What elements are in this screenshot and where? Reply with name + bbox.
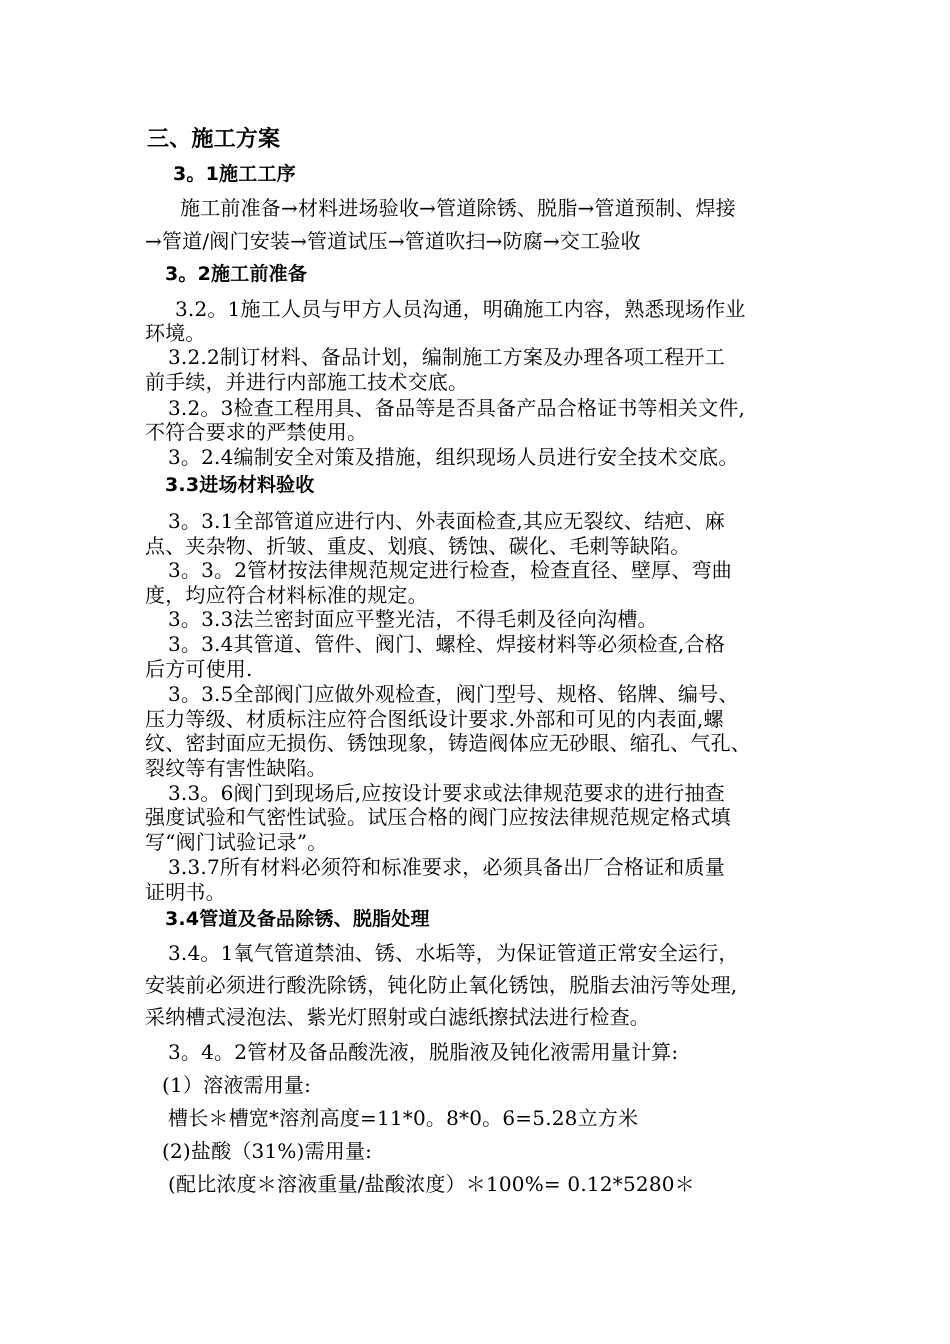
- body-text-line: 3.2.2制订材料、备品计划，编制施工方案及办理各项工程开工: [168, 345, 725, 369]
- body-text-line: 3.3。6阀门到现场后,应按设计要求或法律规范要求的进行抽查: [168, 781, 725, 805]
- body-text-line: 3。3.3法兰密封面应平整光洁，不得毛刺及径向沟槽。: [168, 607, 658, 631]
- body-text-line: 3。3.1全部管道应进行内、外表面检查,其应无裂纹、结疤、麻: [168, 509, 725, 533]
- section-heading: 三、施工方案: [147, 127, 281, 152]
- body-text-line: 3.4。1氧气管道禁油、锈、水垢等，为保证管道正常安全运行，: [168, 941, 739, 965]
- body-text-line: 点、夹杂物、折皱、重皮、划痕、锈蚀、碳化、毛刺等缺陷。: [145, 534, 691, 558]
- body-text-line: 3.3.7所有材料必须符和标准要求，必须具备出厂合格证和质量: [168, 855, 725, 879]
- body-text-line: 3。4。2管材及备品酸洗液，脱脂液及钝化液需用量计算:: [168, 1040, 679, 1064]
- subsection-title-3-2: 3。2施工前准备: [165, 263, 308, 285]
- body-text-line: 3。3。2管材按法律规范规定进行检查，检查直径、壁厚、弯曲: [168, 558, 732, 582]
- body-text-line: 施工前准备→材料进场验收→管道除锈、脱脂→管道预制、焊接: [180, 196, 736, 220]
- body-text-line: 3。2.4编制安全对策及措施，组织现场人员进行安全技术交底。: [168, 445, 739, 469]
- subsection-title-3-3: 3.3进场材料验收: [165, 474, 315, 496]
- body-text-line: (2)盐酸（31%)需用量:: [162, 1139, 373, 1163]
- body-text-line: 3。3.5全部阀门应做外观检查，阀门型号、规格、铭牌、编号、: [168, 682, 739, 706]
- body-text-line: 后方可使用.: [145, 657, 253, 681]
- body-text-line: (1）溶液需用量:: [162, 1073, 312, 1097]
- body-text-line: 压力等级、材质标注应符合图纸设计要求.外部和可见的内表面,螺: [145, 707, 724, 731]
- body-text-line: 纹、密封面应无损伤、锈蚀现象，铸造阀体应无砂眼、缩孔、气孔、: [145, 731, 751, 755]
- body-text-line: 安装前必须进行酸洗除锈，钝化防止氧化锈蚀，脱脂去油污等处理,: [145, 973, 738, 997]
- body-text-line: →管道/阀门安装→管道试压→管道吹扫→防腐→交工验收: [145, 229, 641, 253]
- body-text-line: 裂纹等有害性缺陷。: [145, 756, 327, 780]
- body-text-line: 3.2。1施工人员与甲方人员沟通，明确施工内容，熟悉现场作业: [175, 297, 746, 321]
- body-text-line: 采纳槽式浸泡法、紫光灯照射或白滤纸擦拭法进行检查。: [145, 1005, 650, 1029]
- body-text-line: 3。3.4其管道、管件、阀门、螺栓、焊接材料等必须检查,合格: [168, 632, 725, 656]
- subsection-title-3-1: 3。1施工工序: [173, 163, 296, 185]
- body-text-line: 写“阀门试验记录”。: [145, 830, 328, 854]
- body-text-line: 前手续，并进行内部施工技术交底。: [145, 370, 469, 394]
- body-text-line: 3.2。3检查工程用具、备品等是否具备产品合格证书等相关文件,: [168, 396, 746, 420]
- body-text-line: 度，均应符合材料标准的规定。: [145, 583, 428, 607]
- body-text-line: 不符合要求的严禁使用。: [145, 420, 368, 444]
- body-text-line: 强度试验和气密性试验。试压合格的阀门应按法律规范规定格式填: [145, 805, 731, 829]
- body-text-line: 槽长＊槽宽*溶剂高度=11*0。8*0。6=5.28立方米: [168, 1106, 639, 1130]
- subsection-title-3-4: 3.4管道及备品除锈、脱脂处理: [165, 908, 430, 930]
- body-text-line: 环境。: [145, 321, 206, 345]
- body-text-line: 证明书。: [145, 880, 226, 904]
- body-text-line: (配比浓度＊溶液重量/盐酸浓度）＊100%= 0.12*5280＊: [168, 1172, 695, 1196]
